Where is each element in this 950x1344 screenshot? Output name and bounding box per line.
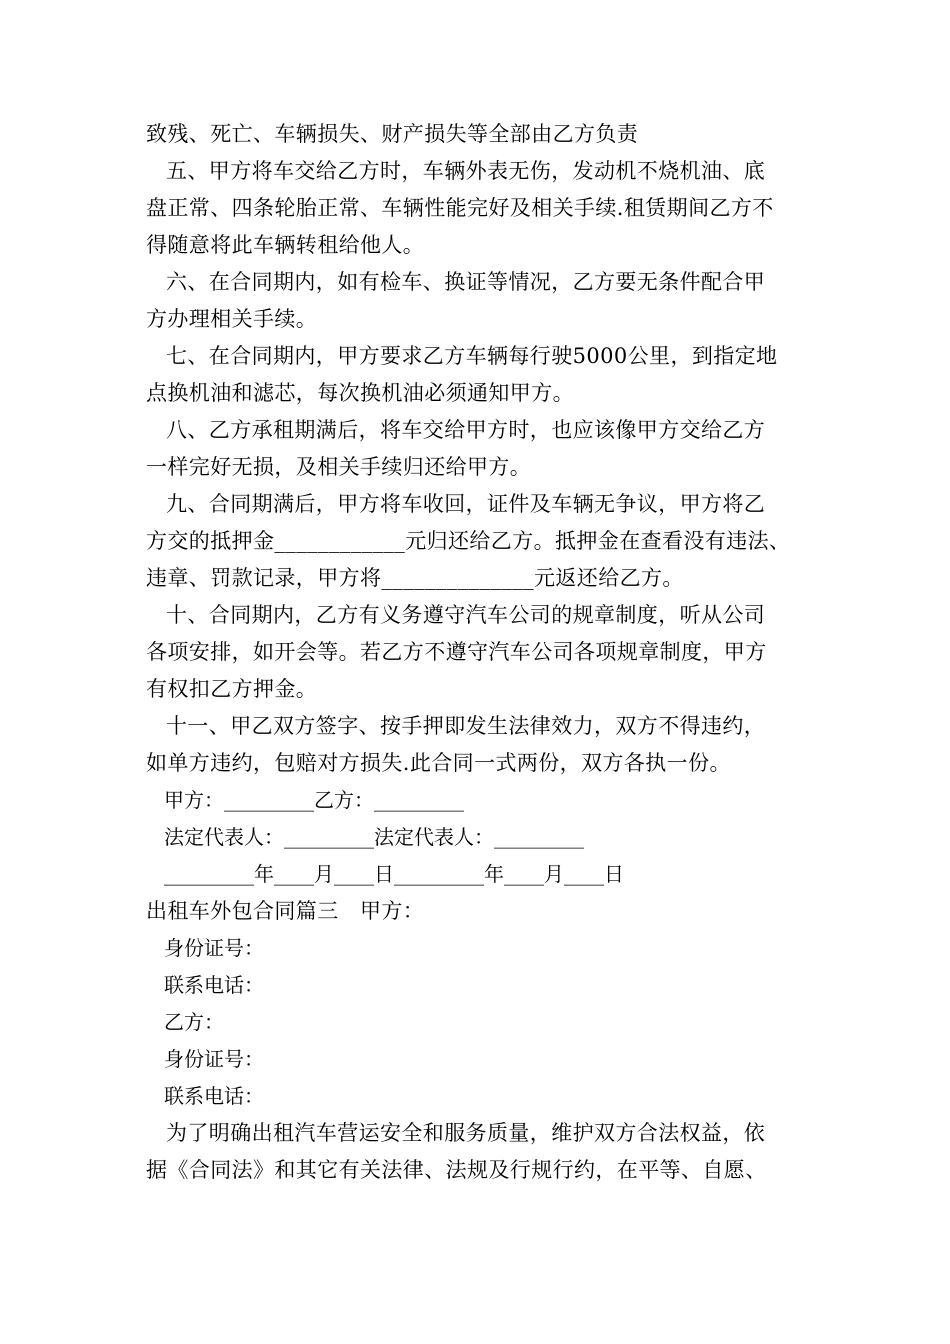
clause-eight: 八、乙方承租期满后，将车交给甲方时，也应该像甲方交给乙方	[166, 418, 766, 442]
clause-eleven: 十一、甲乙双方签字、按手押即发生法律效力，双方不得违约，	[166, 714, 766, 738]
party-b-label: 乙方：	[164, 1010, 224, 1034]
party-a-id-label: 身份证号：	[164, 936, 264, 960]
signature-parties: 甲方：_________乙方：_________	[164, 788, 464, 812]
signature-dates: _________年____月____日_________年____月____日	[164, 862, 624, 886]
party-b-id-label: 身份证号：	[164, 1047, 264, 1071]
text-line: 盘正常、四条轮胎正常、车辆性能完好及相关手续.租赁期间乙方不	[146, 196, 774, 220]
signature-representatives: 法定代表人：_________法定代表人：_________	[164, 825, 584, 849]
text-line: 有权扣乙方押金。	[146, 677, 318, 701]
text-line: 如单方违约，包赔对方损失.此合同一式两份，双方各执一份。	[146, 751, 731, 775]
document-body	[146, 116, 826, 1189]
text-line: 点换机油和滤芯，每次换机油必须通知甲方。	[146, 381, 574, 405]
text-line: 方办理相关手续。	[146, 307, 318, 331]
clause-ten: 十、合同期内，乙方有义务遵守汽车公司的规章制度，听从公司	[166, 603, 766, 627]
party-a-phone-label: 联系电话：	[164, 973, 264, 997]
preamble-paragraph: 为了明确出租汽车营运安全和服务质量，维护双方合法权益，依	[166, 1121, 766, 1145]
section-heading: 出租车外包合同篇三 甲方：	[146, 899, 425, 923]
clause-nine: 九、合同期满后，甲方将车收回，证件及车辆无争议，甲方将乙	[166, 492, 766, 516]
clause-five: 五、甲方将车交给乙方时，车辆外表无伤，发动机不烧机油、底	[166, 159, 766, 183]
text-line: 得随意将此车辆转租给他人。	[146, 233, 425, 257]
text-line: 致残、死亡、车辆损失、财产损失等全部由乙方负责	[146, 122, 639, 146]
party-b-phone-label: 联系电话：	[164, 1084, 264, 1108]
text-line: 一样完好无损，及相关手续归还给甲方。	[146, 455, 532, 479]
clause-six: 六、在合同期内，如有检车、换证等情况，乙方要无条件配合甲	[166, 270, 766, 294]
clause-seven: 七、在合同期内，甲方要求乙方车辆每行驶5000公里，到指定地	[166, 344, 778, 368]
text-line: 各项安排，如开会等。若乙方不遵守汽车公司各项规章制度，甲方	[146, 640, 767, 664]
text-line: 据《合同法》和其它有关法律、法规及行规行约，在平等、自愿、	[146, 1158, 767, 1182]
text-line: 违章、罚款记录，甲方将______________元返还给乙方。	[146, 566, 684, 590]
text-line: 方交的抵押金____________元归还给乙方。抵押金在查看没有违法、	[146, 529, 791, 553]
